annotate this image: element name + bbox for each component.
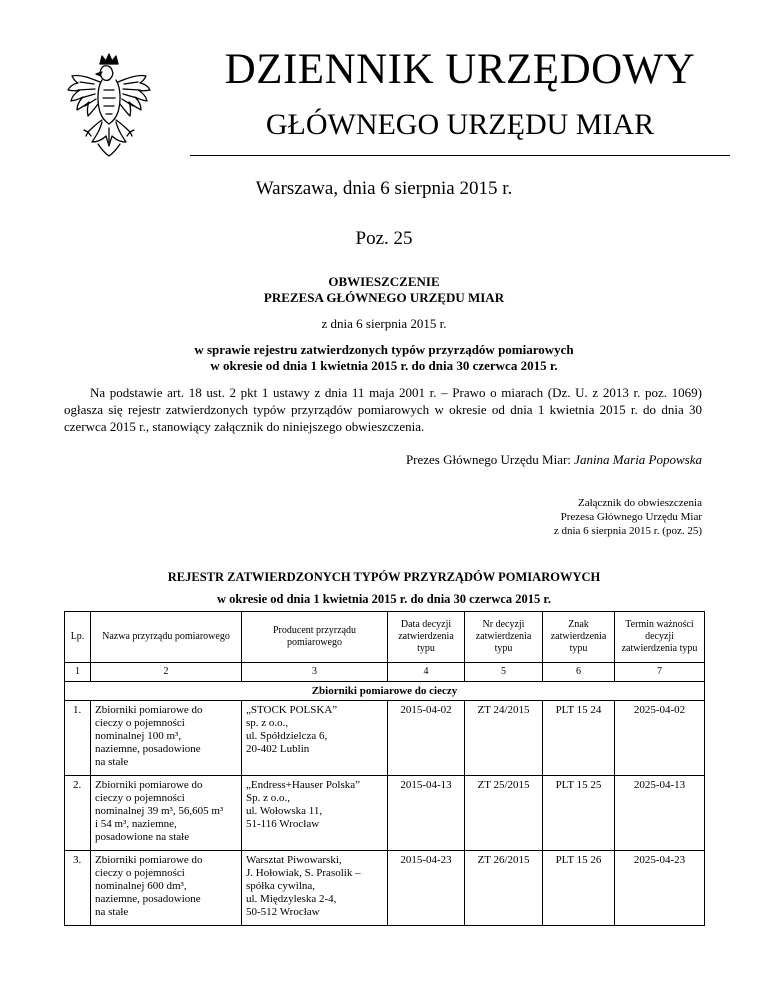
register-table	[64, 611, 705, 926]
register-period: w okresie od dnia 1 kwietnia 2015 r. do dnia 30 czerwca 2015 r.	[217, 592, 551, 606]
validity-date: 2025-04-02	[615, 701, 705, 776]
producer-line: ul. Spółdzielcza 6,	[246, 730, 328, 742]
decision-number: ZT 26/2015	[465, 851, 543, 926]
header-rule	[190, 155, 730, 156]
signature	[406, 452, 702, 468]
producer-line: ul. Międzyleska 2-4,	[246, 893, 337, 905]
annex-note	[554, 496, 702, 538]
instrument-name-line: Zbiorniki pomiarowe do	[95, 704, 203, 716]
eagle-emblem-icon	[64, 50, 154, 162]
column-number: 2	[91, 663, 242, 682]
instrument-name	[91, 701, 242, 776]
announcement-date: z dnia 6 sierpnia 2015 r.	[321, 316, 447, 331]
decision-date: 2015-04-02	[388, 701, 465, 776]
journal-title: DZIENNIK URZĘDOWY	[224, 46, 696, 93]
announcement-subject-line2: w okresie od dnia 1 kwietnia 2015 r. do dnia 30 czerwca 2015 r.	[210, 358, 558, 373]
instrument-name-line: cieczy o pojemności	[95, 792, 185, 804]
column-header: Nazwa przyrządu pomiarowego	[91, 612, 242, 663]
column-number: 6	[543, 663, 615, 682]
producer-line: „STOCK POLSKA”	[246, 704, 338, 716]
instrument-name-line: nominalnej 39 m³, 56,605 m³	[95, 805, 224, 817]
instrument-name-line: naziemne, posadowione	[95, 893, 201, 905]
column-number: 5	[465, 663, 543, 682]
instrument-name-line: cieczy o pojemności	[95, 717, 185, 729]
producer-line: Warsztat Piwowarski,	[246, 854, 342, 866]
approval-mark: PLT 15 26	[543, 851, 615, 926]
instrument-name	[91, 776, 242, 851]
table-row	[65, 701, 705, 776]
annex-line: Prezesa Głównego Urzędu Miar	[560, 511, 702, 523]
position-number: Poz. 25	[355, 228, 413, 249]
instrument-name-line: nominalnej 600 dm³,	[95, 880, 187, 892]
column-number: 4	[388, 663, 465, 682]
announcement-heading: OBWIESZCZENIE	[328, 274, 440, 289]
column-header: Nr decyzji zatwierdzenia typu	[465, 612, 543, 663]
column-number: 1	[65, 663, 91, 682]
instrument-name-line: naziemne, posadowione	[95, 743, 201, 755]
row-number: 2.	[65, 776, 91, 851]
producer	[242, 701, 388, 776]
instrument-name-line: nominalnej 100 m³,	[95, 730, 182, 742]
producer-line: spółka cywilna,	[246, 880, 316, 892]
section-row	[65, 682, 705, 701]
table-row	[65, 776, 705, 851]
instrument-name-line: Zbiorniki pomiarowe do	[95, 854, 203, 866]
validity-date: 2025-04-13	[615, 776, 705, 851]
column-header: Data decyzji zatwierdzenia typu	[388, 612, 465, 663]
row-number: 3.	[65, 851, 91, 926]
instrument-name-line: Zbiorniki pomiarowe do	[95, 779, 203, 791]
producer-line: J. Hołowiak, S. Prasolik –	[246, 867, 361, 879]
approval-mark: PLT 15 24	[543, 701, 615, 776]
producer	[242, 776, 388, 851]
instrument-name-line: na stałe	[95, 756, 129, 768]
signature-name: Janina Maria Popowska	[574, 452, 702, 467]
column-header: Lp.	[65, 612, 91, 663]
announcement-body: Na podstawie art. 18 ust. 2 pkt 1 ustawy z dnia 11 maja 2001 r. – Prawo o miarach (Dz. U. z 2013 r. poz. 1069) ogłasza się rejestr zatwierdzonych typów przyrządów pomiarowych w okresie od dnia 1 kwietnia 2015 r. do dnia 30 czerwca 2015 r., stanowiący załącznik do niniejszego obwieszczenia.	[64, 385, 702, 434]
producer-line: 50-512 Wrocław	[246, 906, 320, 918]
table-row	[65, 851, 705, 926]
row-number: 1.	[65, 701, 91, 776]
instrument-name-line: cieczy o pojemności	[95, 867, 185, 879]
producer-line: Sp. z o.o.,	[246, 792, 290, 804]
decision-date: 2015-04-23	[388, 851, 465, 926]
decision-number: ZT 24/2015	[465, 701, 543, 776]
announcement-issuer: PREZESA GŁÓWNEGO URZĘDU MIAR	[263, 290, 505, 305]
producer	[242, 851, 388, 926]
column-number: 3	[242, 663, 388, 682]
column-number: 7	[615, 663, 705, 682]
producer-line: 20-402 Lublin	[246, 743, 310, 755]
producer-line: ul. Wołowska 11,	[246, 805, 323, 817]
decision-date: 2015-04-13	[388, 776, 465, 851]
column-number-row	[65, 663, 705, 682]
instrument-name-line: na stałe	[95, 906, 129, 918]
producer-line: 51-116 Wrocław	[246, 818, 320, 830]
journal-subtitle: GŁÓWNEGO URZĘDU MIAR	[265, 108, 655, 141]
section-title: Zbiorniki pomiarowe do cieczy	[65, 682, 705, 701]
validity-date: 2025-04-23	[615, 851, 705, 926]
column-header: Termin ważności decyzji zatwierdzenia typu	[615, 612, 705, 663]
instrument-name-line: posadowione na stałe	[95, 831, 190, 843]
place-and-date: Warszawa, dnia 6 sierpnia 2015 r.	[255, 178, 513, 199]
annex-line: Załącznik do obwieszczenia	[578, 497, 702, 509]
producer-line: sp. z o.o.,	[246, 717, 289, 729]
column-header: Znak zatwierdzenia typu	[543, 612, 615, 663]
producer-line: „Endress+Hauser Polska”	[246, 779, 361, 791]
decision-number: ZT 25/2015	[465, 776, 543, 851]
announcement-subject-line1: w sprawie rejestru zatwierdzonych typów przyrządów pomiarowych	[194, 342, 574, 357]
table-header-row	[65, 612, 705, 663]
column-header: Producent przyrządu pomiarowego	[242, 612, 388, 663]
instrument-name-line: i 54 m³, naziemne,	[95, 818, 177, 830]
signature-prefix: Prezes Głównego Urzędu Miar:	[405, 452, 575, 467]
register-title: REJESTR ZATWIERDZONYCH TYPÓW PRZYRZĄDÓW POMIAROWYCH	[167, 570, 601, 584]
annex-line: z dnia 6 sierpnia 2015 r. (poz. 25)	[553, 525, 702, 537]
approval-mark: PLT 15 25	[543, 776, 615, 851]
instrument-name	[91, 851, 242, 926]
